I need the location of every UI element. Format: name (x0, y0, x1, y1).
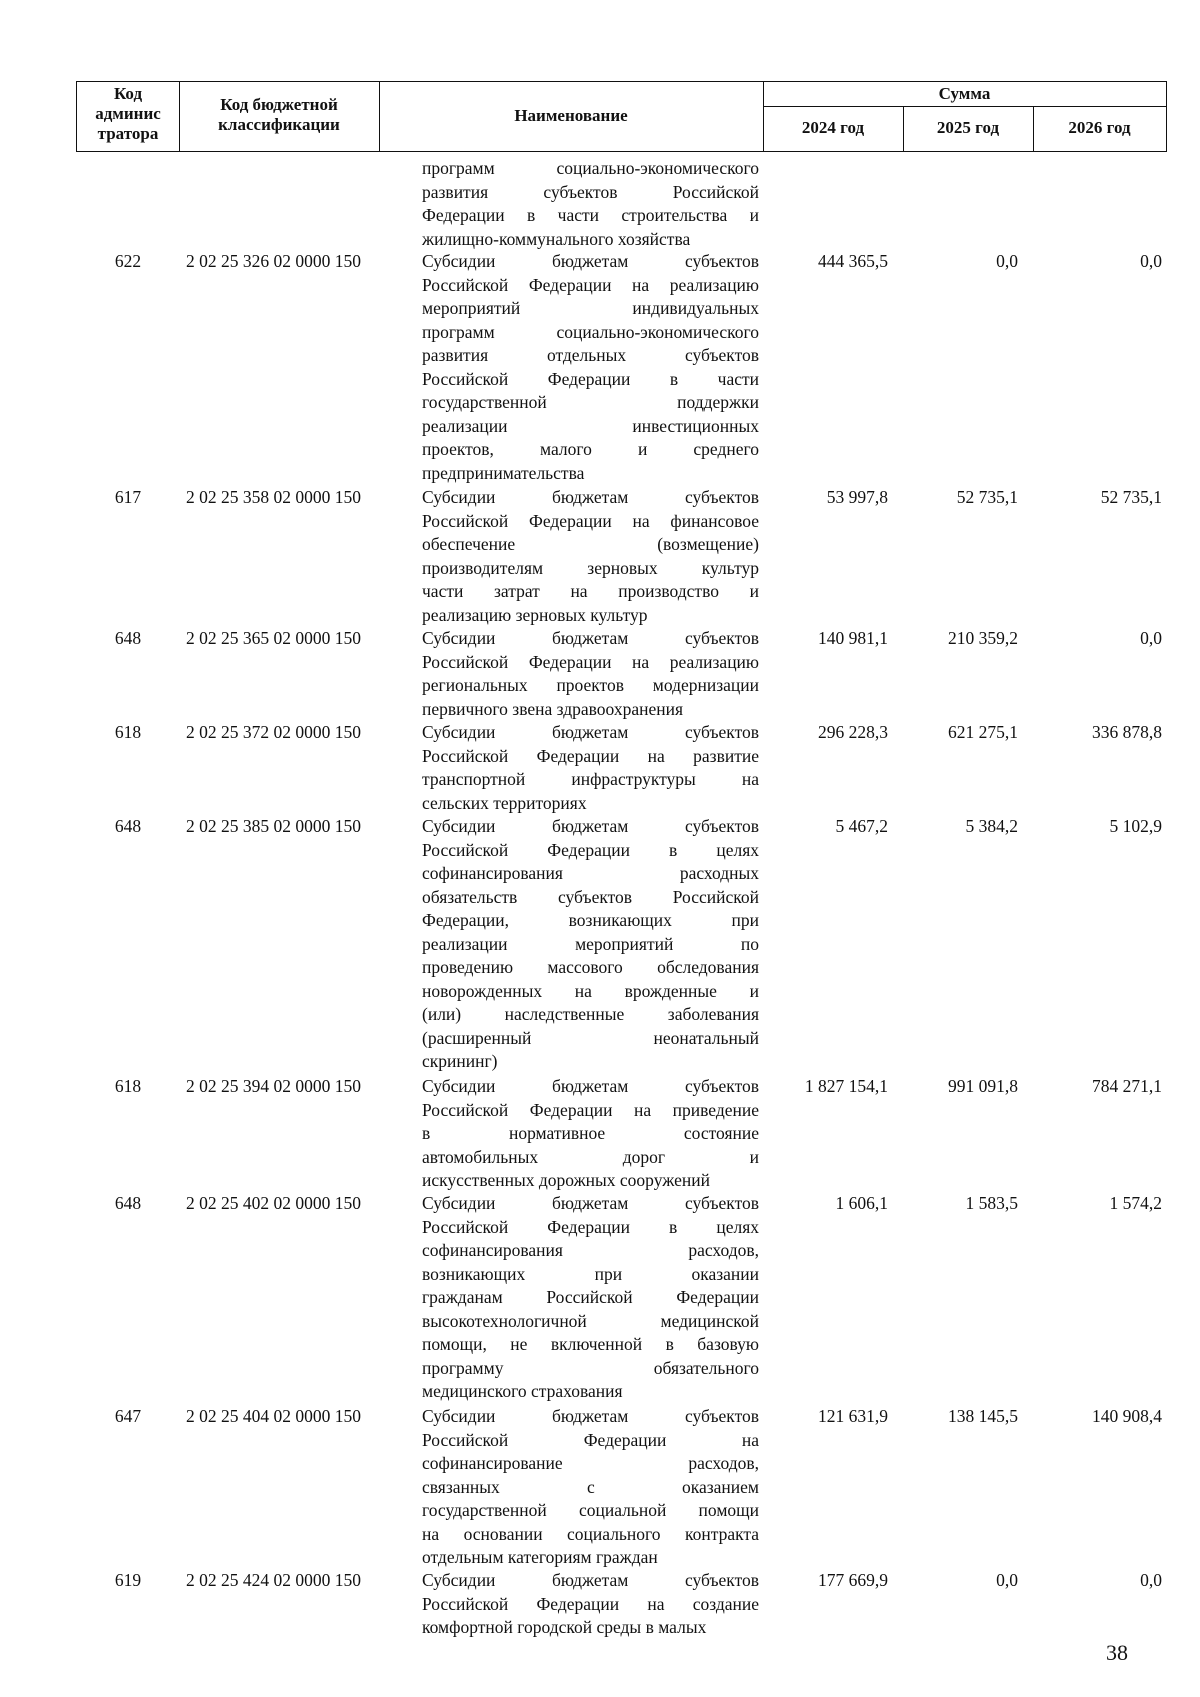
admin-code-cell: 648 (114, 628, 142, 648)
name-line: обеспечение (возмещение) (422, 534, 759, 554)
name-line: Российской Федерации в части (422, 368, 759, 389)
sum-2026-cell: 336 878,8 (1092, 722, 1162, 742)
name-line: медицинского страхования (422, 1381, 623, 1401)
admin-code-cell: 648 (114, 1193, 142, 1213)
sum-2026-cell: 1 574,2 (1109, 1193, 1162, 1213)
admin-code-cell: 648 (114, 816, 142, 836)
sum-2025-cell: 52 735,1 (956, 487, 1018, 507)
sum-2025-cell: 1 583,5 (965, 1193, 1018, 1213)
name-line: Субсидии бюджетам субъектов (422, 487, 759, 507)
budget-code-cell: 2 02 25 404 02 0000 150 (186, 1406, 361, 1426)
name-line: Субсидии бюджетам субъектов (422, 1076, 759, 1096)
name-line: софинансирование расходов, (422, 1453, 759, 1473)
sum-2026-cell: 0,0 (1140, 251, 1162, 271)
sum-2025-cell: 138 145,5 (948, 1406, 1018, 1426)
header-year-2024: 2024 год (801, 118, 865, 137)
admin-code-cell: 619 (114, 1570, 142, 1590)
name-line: государственной поддержки (422, 392, 759, 412)
name-line: Федерации, возникающих при (422, 910, 759, 930)
admin-code-cell: 618 (114, 722, 142, 742)
name-line: комфортной городской среды в малых (422, 1617, 707, 1637)
name-line: Российской Федерации на создание (422, 1593, 759, 1614)
sum-2026-cell: 0,0 (1140, 1570, 1162, 1590)
name-line: в нормативное состояние (422, 1123, 759, 1143)
name-line: новорожденных на врожденные и (422, 980, 759, 1001)
budget-code-cell: 2 02 25 394 02 0000 150 (186, 1076, 361, 1096)
name-line: Субсидии бюджетам субъектов (422, 816, 759, 836)
name-line: возникающих при оказании (422, 1263, 759, 1284)
name-cell (422, 486, 759, 627)
name-line: программу обязательного (422, 1357, 759, 1378)
name-line: Субсидии бюджетам субъектов (422, 251, 759, 271)
name-cell (422, 627, 759, 721)
name-line: развития субъектов Российской (422, 181, 759, 202)
name-line: Российской Федерации на развитие (422, 745, 759, 766)
header-divider (763, 106, 1166, 107)
sum-2026-cell: 140 908,4 (1092, 1406, 1162, 1426)
name-line: отдельным категориям граждан (422, 1547, 658, 1567)
name-line: проектов, малого и среднего (422, 439, 759, 459)
name-line: мероприятий индивидуальных (422, 298, 759, 318)
name-line: Субсидии бюджетам субъектов (422, 722, 759, 742)
name-line: помощи, не включенной в базовую (422, 1334, 759, 1354)
admin-code-cell: 618 (114, 1076, 142, 1096)
name-line: Субсидии бюджетам субъектов (422, 628, 759, 648)
table-header (76, 81, 1167, 152)
name-line: софинансирования расходных (422, 863, 759, 883)
name-line: (или) наследственные заболевания (422, 1004, 759, 1024)
name-cell (422, 1569, 759, 1640)
name-line: реализации мероприятий по (422, 933, 759, 954)
admin-code-cell: 622 (114, 251, 142, 271)
header-year-2026: 2026 год (1068, 118, 1131, 137)
name-line: обязательств субъектов Российской (422, 886, 759, 907)
name-line: сельских территориях (422, 792, 587, 813)
name-line: высокотехнологичной медицинской (422, 1310, 759, 1331)
sum-2025-cell: 0,0 (996, 251, 1018, 271)
name-line: Российской Федерации на приведение (422, 1099, 759, 1120)
header-budget-code: Код бюджетной классификации (218, 95, 340, 134)
name-line: жилищно-коммунального хозяйства (422, 228, 691, 249)
budget-code-cell: 2 02 25 385 02 0000 150 (186, 816, 361, 836)
name-line: части затрат на производство и (422, 581, 759, 601)
name-cell (422, 1405, 759, 1570)
name-cell (422, 250, 759, 485)
name-line: предпринимательства (422, 462, 585, 483)
budget-code-cell: 2 02 25 402 02 0000 150 (186, 1193, 361, 1213)
sum-2024-cell: 296 228,3 (818, 722, 888, 742)
name-line: развития отдельных субъектов (422, 345, 759, 365)
sum-2025-cell: 621 275,1 (948, 722, 1018, 742)
admin-code-cell: 617 (114, 487, 142, 507)
name-cell (422, 1075, 759, 1193)
sum-2026-cell: 784 271,1 (1092, 1076, 1162, 1096)
name-line: Федерации в части строительства и (422, 205, 759, 225)
name-line: реализации инвестиционных (422, 415, 759, 436)
budget-code-cell: 2 02 25 372 02 0000 150 (186, 722, 361, 742)
sum-2025-cell: 991 091,8 (948, 1076, 1018, 1096)
name-line: скрининг) (422, 1051, 498, 1071)
name-line: проведению массового обследования (422, 957, 759, 977)
name-line: Российской Федерации на (422, 1429, 759, 1450)
name-line: Субсидии бюджетам субъектов (422, 1570, 759, 1590)
sum-2024-cell: 5 467,2 (835, 816, 888, 836)
admin-code-cell: 647 (114, 1406, 142, 1426)
budget-code-cell: 2 02 25 424 02 0000 150 (186, 1570, 361, 1590)
name-line: связанных с оказанием (422, 1476, 759, 1497)
sum-2026-cell: 52 735,1 (1100, 487, 1162, 507)
name-line: Российской Федерации в целях (422, 839, 759, 860)
name-line: автомобильных дорог и (422, 1146, 759, 1167)
sum-2026-cell: 0,0 (1140, 628, 1162, 648)
name-cell (422, 815, 759, 1074)
name-line: Российской Федерации на реализацию (422, 651, 759, 672)
name-line: первичного звена здравоохранения (422, 698, 684, 719)
name-line: гражданам Российской Федерации (422, 1287, 759, 1307)
name-cell (422, 721, 759, 815)
sum-2025-cell: 210 359,2 (948, 628, 1018, 648)
header-sum: Сумма (938, 84, 991, 103)
sum-2025-cell: 0,0 (996, 1570, 1018, 1590)
sum-2024-cell: 1 827 154,1 (804, 1076, 888, 1096)
name-cell (422, 1192, 759, 1404)
budget-code-cell: 2 02 25 358 02 0000 150 (186, 487, 361, 507)
name-line: региональных проектов модернизации (422, 675, 759, 695)
header-name: Наименование (514, 106, 628, 125)
name-line: производителям зерновых культур (422, 557, 759, 578)
name-line: Субсидии бюджетам субъектов (422, 1406, 759, 1426)
name-line: (расширенный неонатальный (422, 1027, 759, 1048)
name-line: Российской Федерации в целях (422, 1216, 759, 1237)
name-line: Российской Федерации на финансовое (422, 510, 759, 531)
sum-2024-cell: 1 606,1 (835, 1193, 888, 1213)
header-year-2025: 2025 год (936, 118, 1000, 137)
name-line: на основании социального контракта (422, 1523, 759, 1544)
name-line: софинансирования расходов, (422, 1240, 759, 1260)
page-number: 38 (1106, 1640, 1128, 1665)
name-line: программ социально-экономического (422, 158, 759, 178)
sum-2026-cell: 5 102,9 (1109, 816, 1162, 836)
name-line: искусственных дорожных сооружений (422, 1170, 710, 1190)
budget-code-cell: 2 02 25 326 02 0000 150 (186, 251, 361, 271)
sum-2024-cell: 140 981,1 (818, 628, 888, 648)
name-line: Российской Федерации на реализацию (422, 274, 759, 295)
sum-2024-cell: 177 669,9 (818, 1570, 888, 1590)
name-line: программ социально-экономического (422, 321, 759, 342)
name-line: транспортной инфраструктуры на (422, 769, 759, 789)
sum-2024-cell: 53 997,8 (826, 487, 888, 507)
name-line: Субсидии бюджетам субъектов (422, 1193, 759, 1213)
name-line: государственной социальной помощи (422, 1500, 759, 1520)
budget-code-cell: 2 02 25 365 02 0000 150 (186, 628, 361, 648)
sum-2024-cell: 444 365,5 (818, 251, 888, 271)
sum-2024-cell: 121 631,9 (818, 1406, 888, 1426)
sum-2025-cell: 5 384,2 (965, 816, 1018, 836)
name-line: реализацию зерновых культур (422, 604, 648, 625)
header-admin-code: Код админис тратора (95, 84, 161, 143)
continuation-text (422, 157, 759, 251)
